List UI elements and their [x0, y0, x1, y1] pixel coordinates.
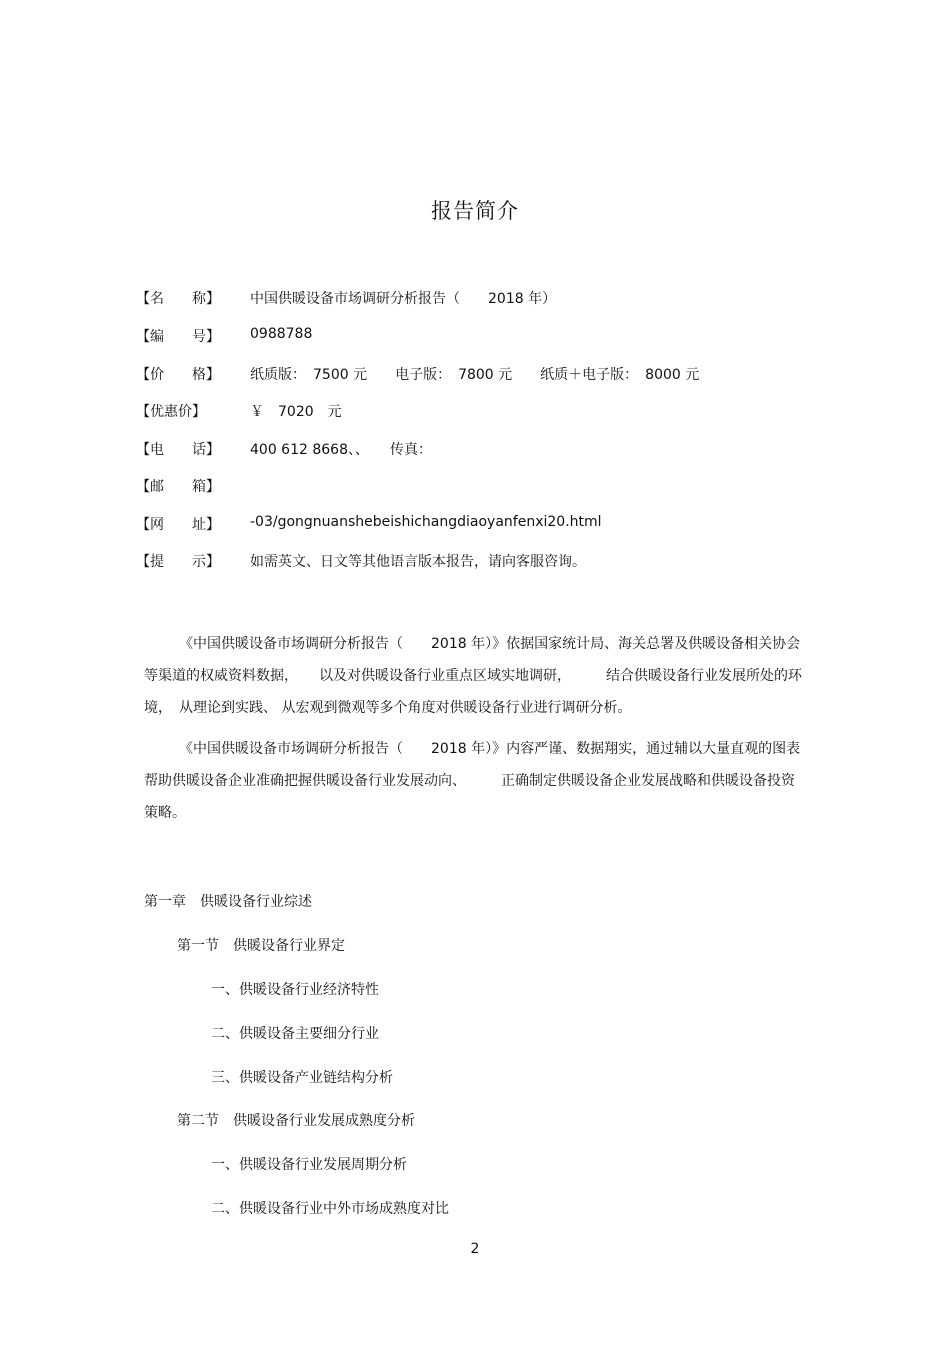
toc-item: 二、供暖设备行业中外市场成熟度对比 — [211, 1201, 449, 1217]
info-label-name: 【名 称】 — [136, 291, 220, 307]
info-value-phone: 400 612 8668、、 传真： — [250, 442, 432, 458]
info-value-number: 0988788 — [250, 326, 313, 342]
info-label-email: 【邮 箱】 — [136, 479, 220, 495]
info-value-url[interactable]: -03/gongnuanshebeishichangdiaoyanfenxi20.html — [250, 514, 602, 530]
toc-section: 第一节 供暖设备行业界定 — [177, 938, 345, 954]
toc-chapter: 第一章 供暖设备行业综述 — [144, 894, 312, 910]
toc-section: 第二节 供暖设备行业发展成熟度分析 — [177, 1113, 415, 1129]
info-value-discount: ￥ 7020 元 — [250, 404, 342, 420]
page-title: 报告简介 — [431, 199, 519, 223]
page-number: 2 — [470, 1241, 480, 1257]
toc-item: 三、供暖设备产业链结构分析 — [211, 1070, 393, 1086]
info-label-phone: 【电 话】 — [136, 442, 220, 458]
intro-paragraph-1: 《中国供暖设备市场调研分析报告（ 2018 年）》依据国家统计局、海关总署及供暖设备相关协会等渠道的权威资料数据， 以及对供暖设备行业重点区域实地调研， 结合供暖设备行业发展所处的环境， 从理论到实践、 从宏观到微观等多个角度对供暖设备行业进行调研分析。 — [144, 636, 802, 716]
toc-item: 二、供暖设备主要细分行业 — [211, 1026, 379, 1042]
info-label-number: 【编 号】 — [136, 329, 220, 345]
toc-item: 一、供暖设备行业经济特性 — [211, 982, 379, 998]
info-value-name: 中国供暖设备市场调研分析报告（ 2018 年） — [250, 291, 557, 307]
info-value-price: 纸质版： 7500 元 电子版： 7800 元 纸质＋电子版： 8000 元 — [250, 367, 700, 383]
info-label-url: 【网 址】 — [136, 517, 220, 533]
info-label-discount: 【优惠价】 — [136, 404, 206, 420]
info-label-price: 【价 格】 — [136, 367, 220, 383]
toc-item: 一、供暖设备行业发展周期分析 — [211, 1157, 407, 1173]
intro-paragraph-2: 《中国供暖设备市场调研分析报告（ 2018 年）》内容严谨、数据翔实，通过辅以大量直观的图表帮助供暖设备企业准确把握供暖设备行业发展动向、 正确制定供暖设备企业发展战略和供暖设备投资策略。 — [144, 741, 801, 821]
info-value-tip: 如需英文、日文等其他语言版本报告，请向客服咨询。 — [250, 554, 586, 570]
info-label-tip: 【提 示】 — [136, 554, 220, 570]
